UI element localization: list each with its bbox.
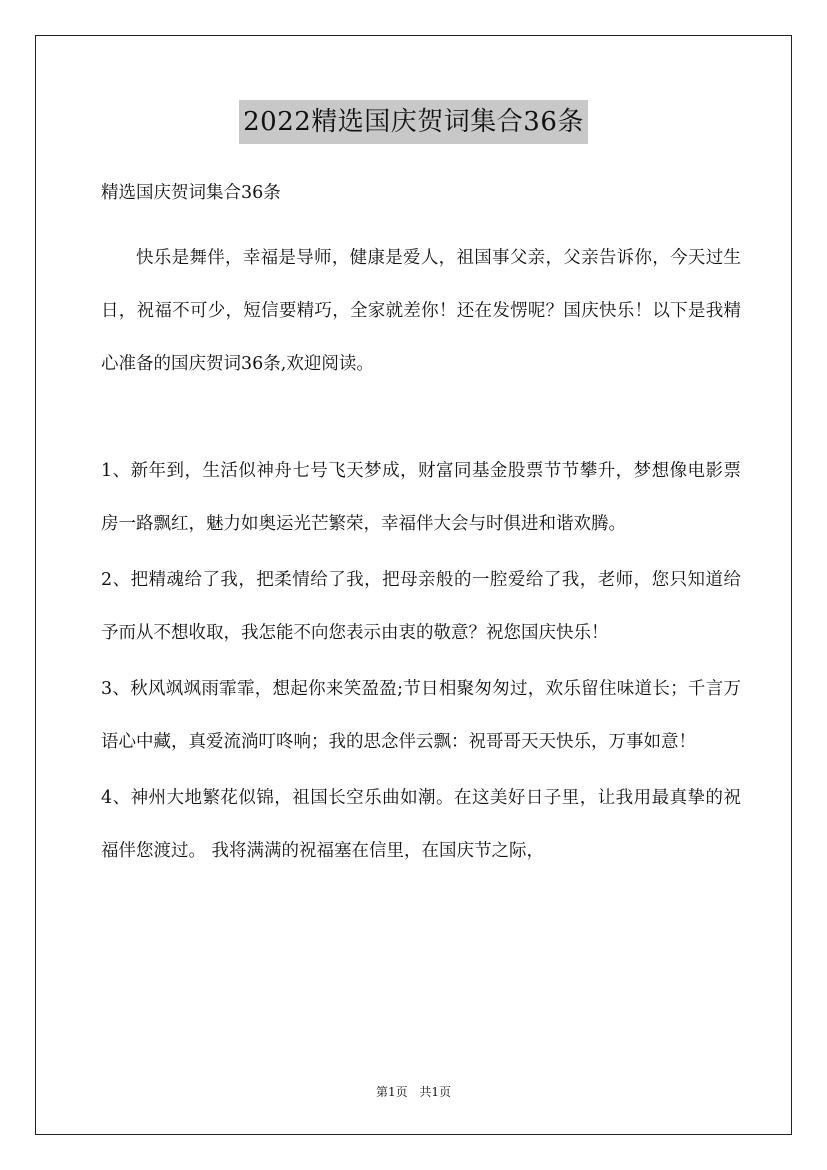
document-title: 2022精选国庆贺词集合36条 — [239, 100, 588, 144]
greeting-list — [101, 445, 741, 881]
document-subtitle: 精选国庆贺词集合36条 — [101, 183, 281, 203]
page-number: 第1页 — [375, 1085, 408, 1099]
list-item: 1、新年到，生活似神舟七号飞天梦成，财富同基金股票节节攀升，梦想像电影票房一路飘红，魅力如奥运光芒繁荣，幸福伴大会与时俱进和谐欢腾。 — [101, 461, 741, 534]
intro-paragraph: 快乐是舞伴，幸福是导师，健康是爱人，祖国事父亲，父亲告诉你，今天过生日，祝福不可少，短信要精巧，全家就差你！还在发愣呢？国庆快乐！以下是我精心准备的国庆贺词36条,欢迎阅读。 — [101, 248, 741, 374]
page-total: 共1页 — [419, 1085, 452, 1099]
title-area — [0, 100, 827, 144]
list-item: 3、秋风飒飒雨霏霏，想起你来笑盈盈;节日相聚匆匆过，欢乐留住味道长；千言万语心中藏，真爱流淌叮咚响；我的思念伴云飘：祝哥哥天天快乐，万事如意！ — [101, 679, 741, 752]
list-item: 4、神州大地繁花似锦，祖国长空乐曲如潮。在这美好日子里，让我用最真挚的祝福伴您渡过。 我将满满的祝福塞在信里，在国庆节之际， — [101, 788, 741, 861]
list-item: 2、把精魂给了我，把柔情给了我，把母亲般的一腔爱给了我，老师，您只知道给予而从不想收取，我怎能不向您表示由衷的敬意？祝您国庆快乐！ — [101, 570, 741, 643]
page-footer — [0, 1082, 827, 1102]
